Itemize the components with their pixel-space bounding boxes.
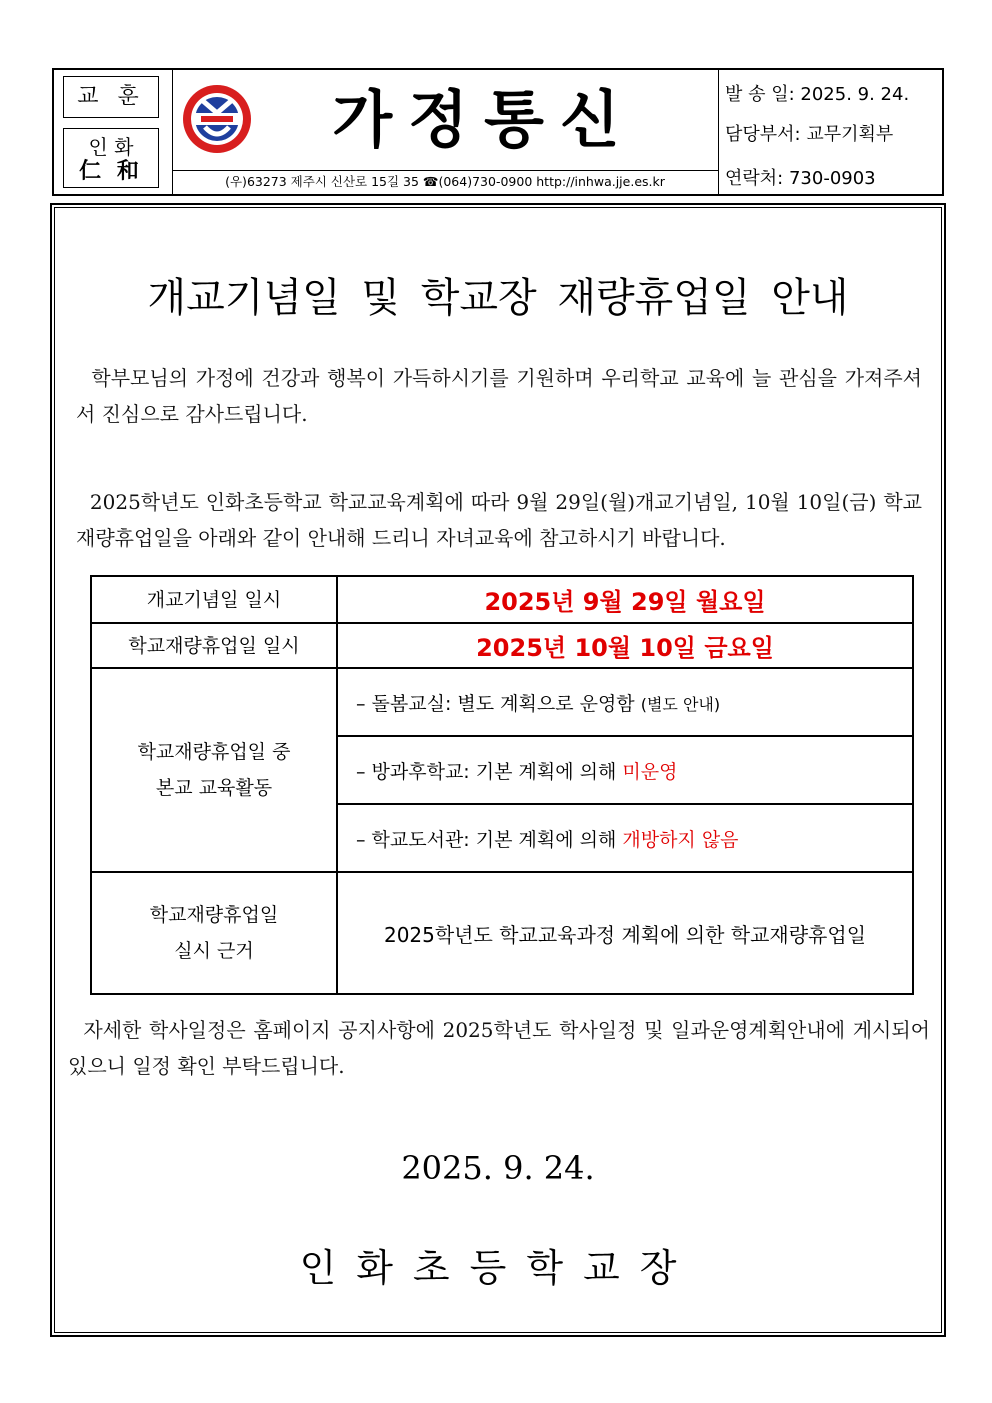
table-row [91, 576, 913, 623]
motto-label: 교 훈 [63, 76, 159, 118]
activity-care-note: (별도 안내) [640, 694, 721, 714]
newsletter-header [52, 68, 944, 196]
table-row [91, 623, 913, 668]
basis-label-line2: 실시 근거 [174, 940, 254, 962]
activity-care-text: – 돌봄교실: 별도 계획으로 운영함 [356, 692, 635, 715]
activity-after-school-status: 미운영 [622, 760, 678, 783]
basis-label-line1: 학교재량휴업일 [149, 904, 279, 926]
title-column [172, 70, 718, 194]
basis-value: 2025학년도 학교교육과정 계획에 의한 학교재량휴업일 [337, 872, 913, 994]
table-row [91, 668, 913, 736]
activities-label [91, 668, 337, 872]
motto-hanja: 仁 和 [79, 158, 143, 184]
contact: 730-0903 [788, 168, 876, 189]
title-area [172, 70, 718, 171]
activity-after-school [337, 736, 913, 804]
activity-after-school-text: – 방과후학교: 기본 계획에 의해 [356, 760, 617, 783]
school-motto-column [54, 70, 173, 194]
founding-day-value: 2025년 9월 29일 월요일 [337, 576, 913, 623]
document-title: 개교기념일 및 학교장 재량휴업일 안내 [147, 275, 849, 321]
newsletter-title: 가정통신 [332, 83, 636, 156]
activity-library [337, 804, 913, 872]
greeting-text: 학부모님의 가정에 건강과 행복이 가득하시기를 기원하며 우리학교 교육에 늘 관심을 가져주셔서 진심으로 감사드립니다. [76, 366, 922, 426]
activity-care-class [337, 668, 913, 736]
send-date: 2025. 9. 24. [800, 84, 910, 105]
document-date: 2025. 9. 24. [401, 1149, 595, 1187]
department-label: 담당부서: [725, 124, 801, 145]
school-address: (우)63273 제주시 신산로 15길 35 ☎(064)730-0900 http://inhwa.jje.es.kr [225, 174, 665, 189]
greeting-paragraph [76, 360, 922, 432]
contact-label: 연락처: [725, 168, 784, 189]
school-logo-icon [181, 83, 253, 155]
send-date-label: 발 송 일: [725, 84, 795, 105]
department: 교무기획부 [806, 124, 894, 145]
discretionary-day-label: 학교재량휴업일 일시 [91, 623, 337, 668]
closing-paragraph [68, 1012, 930, 1084]
activities-label-line2: 본교 교육활동 [155, 777, 273, 799]
table-row [91, 872, 913, 994]
discretionary-day-value: 2025년 10월 10일 금요일 [337, 623, 913, 668]
send-info-column [718, 70, 943, 194]
document-signer: 인화초등학교장 [299, 1246, 697, 1290]
send-date-line [725, 80, 909, 110]
contact-line [725, 164, 876, 194]
notice-text: 2025학년도 인화초등학교 학교교육계획에 따라 9월 29일(월)개교기념일, 10월 10일(금) 학교재량휴업일을 아래와 같이 안내해 드리니 자녀교육에 참고하시기 바랍니다. [76, 490, 922, 550]
basis-label [91, 872, 337, 994]
activity-library-status: 개방하지 않음 [622, 828, 739, 851]
activity-library-text: – 학교도서관: 기본 계획에 의해 [356, 828, 617, 851]
motto-box [63, 128, 159, 188]
activities-label-line1: 학교재량휴업일 중 [137, 741, 291, 763]
schedule-table [90, 575, 914, 995]
motto-korean: 인 화 [88, 135, 134, 159]
notice-paragraph [76, 484, 922, 556]
closing-text: 자세한 학사일정은 홈페이지 공지사항에 2025학년도 학사일정 및 일과운영계획안내에 게시되어있으니 일정 확인 부탁드립니다. [68, 1018, 930, 1078]
department-line [725, 120, 893, 150]
founding-day-label: 개교기념일 일시 [91, 576, 337, 623]
